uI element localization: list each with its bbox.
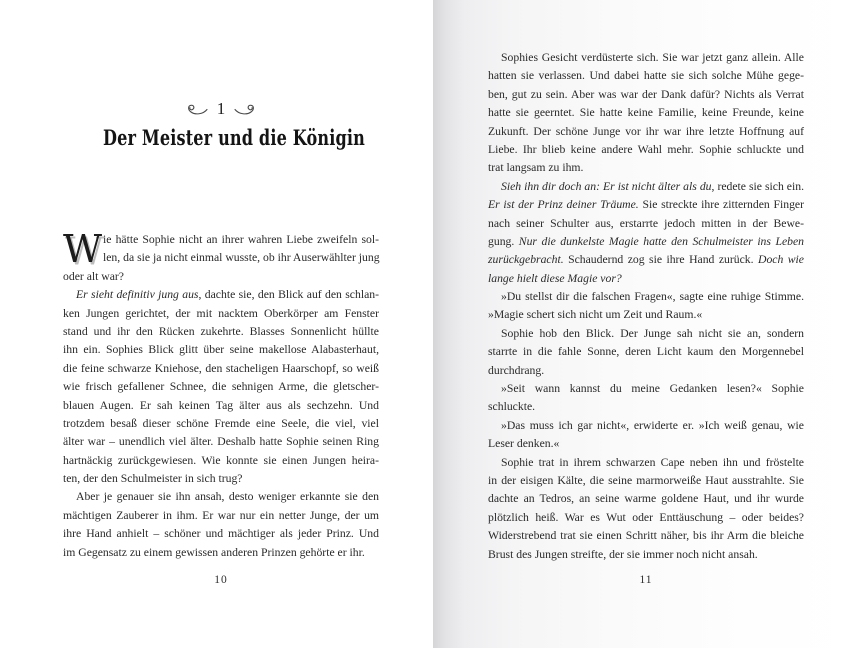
text-line	[488, 159, 804, 177]
text-line	[488, 472, 804, 490]
body-text: Schaudernd zog sie ihre Hand zurück.	[563, 253, 758, 267]
text-line	[488, 454, 804, 472]
body-text: ihn ein. Sophies Blick glitt über seine makellose Alabasterhaut,	[63, 343, 379, 357]
text-line-content	[76, 488, 379, 506]
body-text: ihre Hand anhielt – schöner und mächtiger als jeder Prinz. Und	[63, 527, 379, 541]
right-page-number: 11	[639, 574, 653, 586]
body-text: gung.	[488, 234, 519, 248]
text-line	[63, 433, 379, 451]
body-text: »Magie schert sich nicht um Zeit und Raum.«	[488, 308, 703, 322]
body-text: mächtigen Zauberer in ihm. Er war nur ein netter Junge, der um	[63, 508, 379, 522]
body-text: starrte in die fahle Sonne, deren Licht kaum den Morgennebel	[488, 345, 804, 359]
chapter-ornament-right-icon	[234, 103, 258, 116]
right-page	[488, 0, 804, 648]
text-line	[488, 546, 804, 564]
chapter-number: 1	[216, 99, 226, 118]
body-text: , redete sie sich ein.	[711, 179, 804, 193]
text-line	[488, 178, 804, 196]
text-line-content	[488, 362, 544, 380]
text-line	[63, 249, 379, 267]
text-line	[488, 325, 804, 343]
text-line-content	[63, 360, 379, 378]
right-page-body	[488, 49, 804, 564]
body-text: in der eisigen Kälte, die seine marmorweiße Haut ausstrahlte. Sie	[488, 473, 804, 487]
body-text: Sophie hob den Blick. Der Junge sah nicht sie an, sondern	[501, 326, 804, 340]
italic-text: Er sieht definitiv jung aus	[76, 288, 199, 302]
text-line	[488, 490, 804, 508]
body-text: Liebe. Ihr blieb keine andere Wahl mehr. Sophie schluckte und	[488, 142, 804, 156]
text-line	[488, 233, 804, 251]
text-line	[63, 268, 379, 286]
italic-text: Sieh ihn dir doch an: Er ist nicht älter als du	[501, 179, 712, 193]
text-line-content	[488, 490, 804, 508]
body-text: die feine schwarze Kniehose, den stacheligen Haarschopf, so weiß	[63, 361, 379, 375]
text-line-content	[488, 67, 804, 85]
text-line	[63, 378, 379, 396]
text-line-content	[488, 251, 804, 269]
text-line-content	[501, 49, 804, 67]
text-line	[488, 215, 804, 233]
body-text: dachte an Tedros, an seine warme goldene Haut, und ihr wurde	[488, 492, 804, 506]
text-line-content	[488, 104, 804, 122]
text-line	[488, 67, 804, 85]
body-text: trat langsam zu ihm.	[488, 161, 584, 175]
body-text: »Seit wann kannst du meine Gedanken lesen?« Sophie	[501, 382, 804, 396]
text-line-content	[63, 452, 379, 470]
body-text: ten, der den Schulmeister in sich trug?	[63, 472, 243, 486]
body-text: stand und ihr den Rücken zukehrte. Blasses Sonnenlicht hüllte	[63, 324, 379, 338]
text-line-content	[488, 472, 804, 490]
text-line	[488, 362, 804, 380]
body-text: Leser denken.«	[488, 437, 560, 451]
text-line-content	[63, 525, 379, 543]
text-line	[488, 196, 804, 214]
text-line-content	[501, 380, 804, 398]
text-line-content	[501, 417, 804, 435]
text-line-content	[488, 546, 758, 564]
text-line	[488, 306, 804, 324]
text-line-content	[488, 435, 559, 453]
text-line	[488, 417, 804, 435]
text-line-content	[488, 159, 583, 177]
body-text: blauen Augen. Er sah keinen Tag älter aus als sechzehn. Und	[63, 398, 379, 412]
text-line-content	[63, 544, 365, 562]
body-text: Aber je genauer sie ihn ansah, desto weniger erkannte sie den	[76, 490, 379, 504]
chapter-ornament-left-icon	[184, 103, 208, 116]
text-line	[488, 398, 804, 416]
text-line	[63, 231, 379, 249]
text-line	[63, 360, 379, 378]
text-line-content	[103, 231, 379, 249]
text-line	[488, 527, 804, 545]
chapter-title-row	[63, 125, 379, 150]
body-text: nach seiner Schulter aus, erstarrte jedoch mitten in der Bewe-	[488, 216, 804, 230]
text-line	[63, 544, 379, 562]
body-text: »Du stellst dir die falschen Fragen«, sagte eine ruhige Stimme.	[501, 290, 804, 304]
chapter-heading	[63, 96, 379, 122]
text-line	[63, 323, 379, 341]
text-line	[63, 415, 379, 433]
body-text: oder alt war?	[63, 269, 124, 283]
text-line-content	[501, 288, 804, 306]
body-text: ie hätte Sophie nicht an ihrer wahren Liebe zweifeln sol-	[103, 233, 379, 246]
text-line	[63, 286, 379, 304]
body-text: wie frisch gefallener Schnee, die sehnigen Arme, die gletscher-	[63, 380, 379, 394]
text-line	[63, 397, 379, 415]
text-line	[63, 488, 379, 506]
body-text: len, da sie ja nicht einmal wusste, ob ihr Auserwählter jung	[103, 251, 380, 265]
text-line	[488, 270, 804, 288]
text-line-content	[488, 509, 804, 527]
body-text: »Das muss ich gar nicht«, erwiderte er. »Ich weiß genau, wie	[501, 418, 804, 432]
body-text: hatten sie verlassen. Und dabei hatte sie sich solche Mühe gege-	[488, 69, 804, 83]
text-line-content	[488, 233, 804, 251]
italic-text: zurückgebracht.	[488, 253, 564, 267]
italic-text: Doch wie	[758, 253, 804, 267]
text-line	[63, 341, 379, 359]
text-line	[488, 141, 804, 159]
body-text: plötzlich heiß. War es Wut oder Enttäuschung – oder beides?	[488, 510, 804, 524]
body-text: Sie streckte ihre zitternden Finger	[638, 198, 805, 212]
text-line-content	[76, 286, 379, 304]
text-line-content	[488, 196, 804, 214]
left-page-number: 10	[214, 574, 228, 586]
body-text: älter war – unendlich viel älter. Deshalb hatte Sophie seinen Ring	[63, 435, 379, 449]
text-line	[63, 305, 379, 323]
text-line-content	[488, 527, 804, 545]
text-line-content	[63, 470, 242, 488]
body-text: Sophie trat in ihrem schwarzen Cape neben ihn und fröstelte	[501, 455, 804, 469]
body-text: durchdrang.	[488, 363, 545, 377]
text-line-content	[488, 141, 804, 159]
body-text: Zukunft. Der schöne Junge vor ihr war ihre letzte Hoffnung auf	[488, 124, 804, 138]
text-line	[488, 49, 804, 67]
text-line-content	[63, 305, 379, 323]
text-line	[63, 452, 379, 470]
text-line	[488, 86, 804, 104]
italic-text: Nur die dunkelste Magie hatte den Schulmeister ins Leben	[518, 234, 805, 248]
text-line-content	[63, 323, 379, 341]
text-line-content	[488, 123, 804, 141]
body-text: schluckte.	[488, 400, 536, 414]
text-line	[63, 507, 379, 525]
body-text: im Gegensatz zu einem gewissen anderen Prinzen gehörte er ihr.	[63, 545, 365, 559]
italic-text: lange hielt diese Magie vor?	[488, 271, 622, 285]
text-line-content	[63, 378, 379, 396]
body-text: , dachte sie, den Blick auf den schlan-	[198, 288, 379, 302]
text-line-content	[488, 215, 804, 233]
italic-text: Er ist der Prinz deiner Träume.	[488, 198, 639, 212]
text-line-content	[488, 398, 535, 416]
text-line-content	[488, 270, 622, 288]
left-page-body	[63, 227, 380, 562]
text-line-content	[63, 507, 379, 525]
body-text: hartnäckig zurückgewiesen. Wie konnte sie einen Jungen heira-	[63, 453, 379, 467]
text-line	[488, 288, 804, 306]
text-line-content	[63, 433, 379, 451]
text-line	[488, 251, 804, 269]
text-line-content	[488, 343, 804, 361]
text-line	[488, 123, 804, 141]
text-line-content	[501, 178, 804, 196]
drop-cap: W	[63, 227, 103, 271]
text-line	[488, 509, 804, 527]
text-line	[488, 380, 804, 398]
text-line-content	[488, 86, 804, 104]
body-text: ken Jungen gerichtet, der mit nacktem Oberkörper am Fenster	[63, 306, 379, 320]
text-line-content	[501, 454, 804, 472]
text-line-content	[103, 249, 380, 267]
body-text: Brust des Jungen streifte, der sie immer noch nicht ansah.	[488, 547, 758, 561]
text-line-content	[63, 397, 379, 415]
text-line	[63, 470, 379, 488]
chapter-title: Der Meister und die Königin	[103, 125, 366, 150]
text-line-content	[63, 341, 379, 359]
text-line	[488, 104, 804, 122]
text-line	[63, 525, 379, 543]
body-text: Widerstrebend trat sie einen Schritt näher, bis ihr Arm die bleiche	[488, 529, 804, 543]
text-line-content	[63, 415, 379, 433]
body-text: trotzdem besaß dieser schöne Fremde eine Seele, die viel, viel	[63, 416, 379, 430]
text-line	[488, 435, 804, 453]
text-line	[488, 343, 804, 361]
body-text: hatte sie geerntet. Sie hatte keine Familie, keine Freunde, keine	[488, 106, 804, 120]
text-line-content	[501, 325, 804, 343]
left-page	[63, 0, 379, 648]
text-line-content	[488, 306, 702, 324]
body-text: Sophies Gesicht verdüsterte sich. Sie war jetzt ganz allein. Alle	[501, 51, 804, 64]
body-text: ben, gut zu sein. Aber was war der Dank dafür? Nichts als Verrat	[488, 87, 804, 101]
